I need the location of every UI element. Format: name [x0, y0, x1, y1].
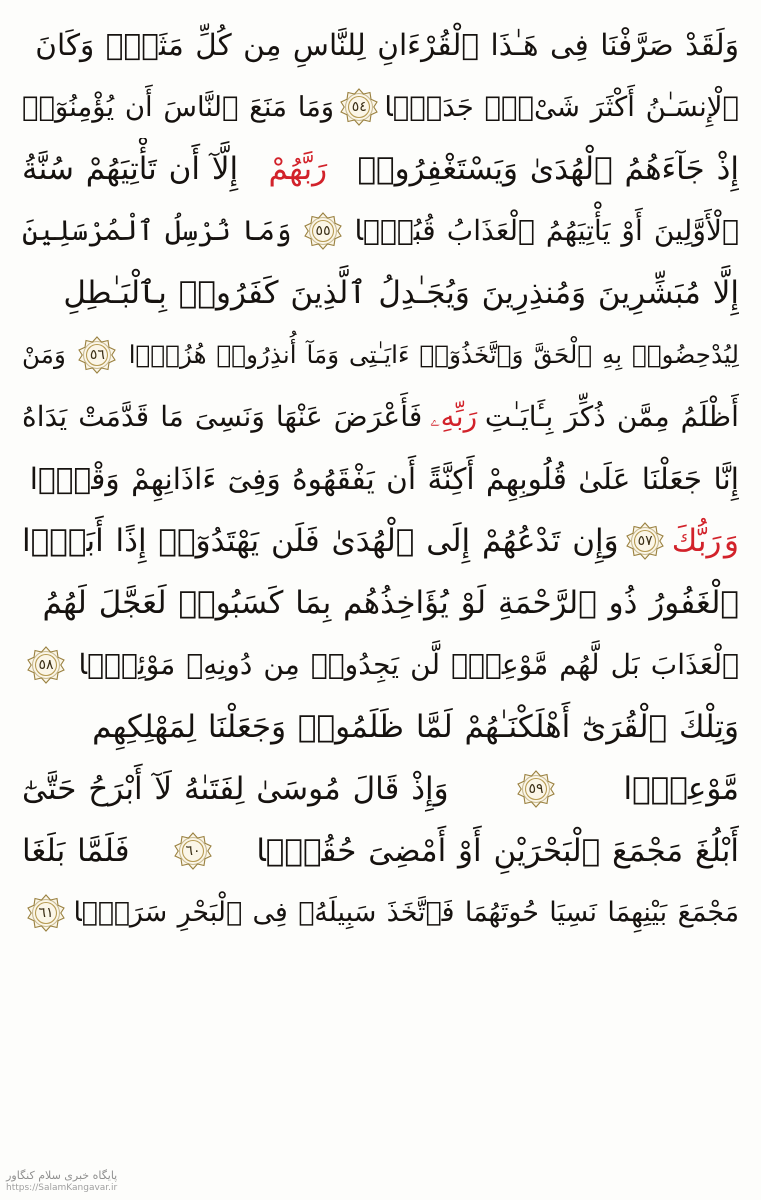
- quran-text-highlight: وَ: [724, 523, 739, 559]
- ayah-number-marker: [173, 831, 213, 871]
- quran-text-segment: أَظْلَمُ مِمَّن ذُكِّرَ بِـَٔايَـٰتِ: [484, 400, 739, 433]
- quran-line: [22, 76, 739, 138]
- quran-text-highlight: رَبَّهُمْ: [268, 151, 328, 187]
- quran-text-segment: وَإِذْ قَالَ مُوسَىٰ لِفَتَىٰهُ لَآ أَبْرَحُ حَتَّىٰٓ: [22, 771, 449, 807]
- ayah-number: ٥٤: [351, 99, 367, 115]
- quran-text-segment: مَجْمَعَ بَيْنِهِمَا نَسِيَا حُوتَهُمَا فَٱتَّخَذَ سَبِيلَهُۥ فِى ٱلْبَحْرِ سَرَبًۭا: [73, 897, 739, 928]
- ayah-number: ٥٩: [528, 781, 544, 797]
- quran-line: [22, 200, 739, 262]
- quran-line: [22, 14, 739, 76]
- quran-text-segment: ٱلْعَذَابَ بَل لَّهُم مَّوْعِدٌۭ لَّن يَجِدُوا۟ مِن دُونِهِۦ مَوْئِلًۭا: [78, 648, 739, 681]
- ayah-number-marker: [77, 335, 117, 375]
- quran-text-segment: إِذْ جَآءَهُمُ ٱلْهُدَىٰ وَيَسْتَغْفِرُوا۟: [357, 151, 739, 187]
- quran-text-segment: وَمَنْ: [22, 340, 66, 369]
- quran-line: [22, 386, 739, 448]
- quran-text-segment: إِنَّا جَعَلْنَا عَلَىٰ قُلُوبِهِمْ أَكِنَّةً أَن يَفْقَهُوهُ وَفِىٓ ءَاذَانِهِمْ وَقْرًۭا: [29, 462, 739, 496]
- quran-line: [22, 262, 739, 324]
- ayah-number: ٦٠: [185, 843, 201, 859]
- quran-line: [22, 324, 739, 386]
- quran-line: [22, 510, 739, 572]
- quran-line: [22, 882, 739, 944]
- ayah-number-marker: [26, 893, 66, 933]
- quran-line: [22, 758, 739, 820]
- quran-text-segment: وَتِلْكَ ٱلْقُرَىٰٓ أَهْلَكْنَـٰهُمْ لَمَّا ظَلَمُوا۟ وَجَعَلْنَا لِمَهْلِكِهِم: [92, 709, 739, 745]
- ayah-number-marker: [26, 645, 66, 685]
- quran-text-highlight: رَبِّهِۦ: [429, 400, 478, 433]
- quran-text-segment: لِيُدْحِضُوا۟ بِهِ ٱلْحَقَّ وَٱتَّخَذُوٓا۟ ءَايَـٰتِى وَمَآ أُنذِرُوا۟ هُزُوًۭا: [128, 340, 739, 369]
- ayah-number-marker: [625, 521, 665, 561]
- quran-text-segment: إِلَّا مُبَشِّرِينَ وَمُنذِرِينَ وَيُجَـٰدِلُ ٱلَّذِينَ كَفَرُوا۟ بِٱلْبَـٰطِلِ: [63, 275, 739, 311]
- quran-text-body: [18, 14, 743, 944]
- ayah-number: ٦١: [38, 905, 54, 921]
- quran-text-segment: وَلَقَدْ صَرَّفْنَا فِى هَـٰذَا ٱلْقُرْءَانِ لِلنَّاسِ مِن كُلِّ مَثَلٍۢ وَكَانَ: [35, 28, 739, 62]
- ayah-number: ٥٦: [89, 347, 105, 363]
- ayah-number-marker: [303, 211, 343, 251]
- quran-line: [22, 820, 739, 882]
- quran-text-segment: وَمَا مَنَعَ ٱلنَّاسَ أَن يُؤْمِنُوٓا۟: [22, 91, 335, 123]
- quran-text-segment: إِلَّآ أَن تَأْتِيَهُمْ سُنَّةُ: [22, 151, 239, 187]
- ayah-number: ٥٧: [637, 533, 653, 549]
- quran-text-segment: أَبْلُغَ مَجْمَعَ ٱلْبَحْرَيْنِ أَوْ أَمْضِىَ حُقُبًۭا: [256, 833, 739, 869]
- quran-text-segment: ٱلْأَوَّلِينَ أَوْ يَأْتِيَهُمُ ٱلْعَذَابُ قُبُلًۭا: [354, 214, 739, 247]
- quran-line: [22, 634, 739, 696]
- watermark: [0, 1165, 125, 1200]
- quran-text-segment: ٱلْإِنسَـٰنُ أَكْثَرَ شَىْءٍۢ جَدَلًۭا: [384, 91, 739, 123]
- watermark-url: https://SalamKangavar.ir: [6, 1182, 118, 1193]
- quran-line: [22, 572, 739, 634]
- ayah-number: ٥٥: [315, 223, 331, 239]
- quran-text-highlight: رَبُّكَ: [671, 523, 722, 559]
- quran-line: [22, 448, 739, 510]
- quran-text-segment: ٱلْغَفُورُ ذُو ٱلرَّحْمَةِ لَوْ يُؤَاخِذُهُم بِمَا كَسَبُوا۟ لَعَجَّلَ لَهُمُ: [42, 585, 739, 621]
- ayah-number-marker: [339, 87, 379, 127]
- quran-text-segment: فَأَعْرَضَ عَنْهَا وَنَسِىَ مَا قَدَّمَتْ يَدَاهُ: [22, 400, 423, 433]
- ayah-number-marker: [516, 769, 556, 809]
- watermark-title: پایگاه خبری سلام کنگاور: [6, 1169, 118, 1182]
- quran-line: [22, 696, 739, 758]
- ayah-number: ٥٨: [38, 657, 54, 673]
- quran-text-segment: وَإِن تَدْعُهُمْ إِلَى ٱلْهُدَىٰ فَلَن يَهْتَدُوٓا۟ إِذًا أَبَدًۭا: [22, 523, 619, 559]
- quran-text-segment: مَّوْعِدًۭا: [623, 771, 739, 807]
- quran-text-segment: فَلَمَّا بَلَغَا: [22, 833, 130, 869]
- quran-text-segment: وَمَا نُرْسِلُ ٱلْمُرْسَلِينَ: [22, 214, 292, 247]
- quran-line: [22, 138, 739, 200]
